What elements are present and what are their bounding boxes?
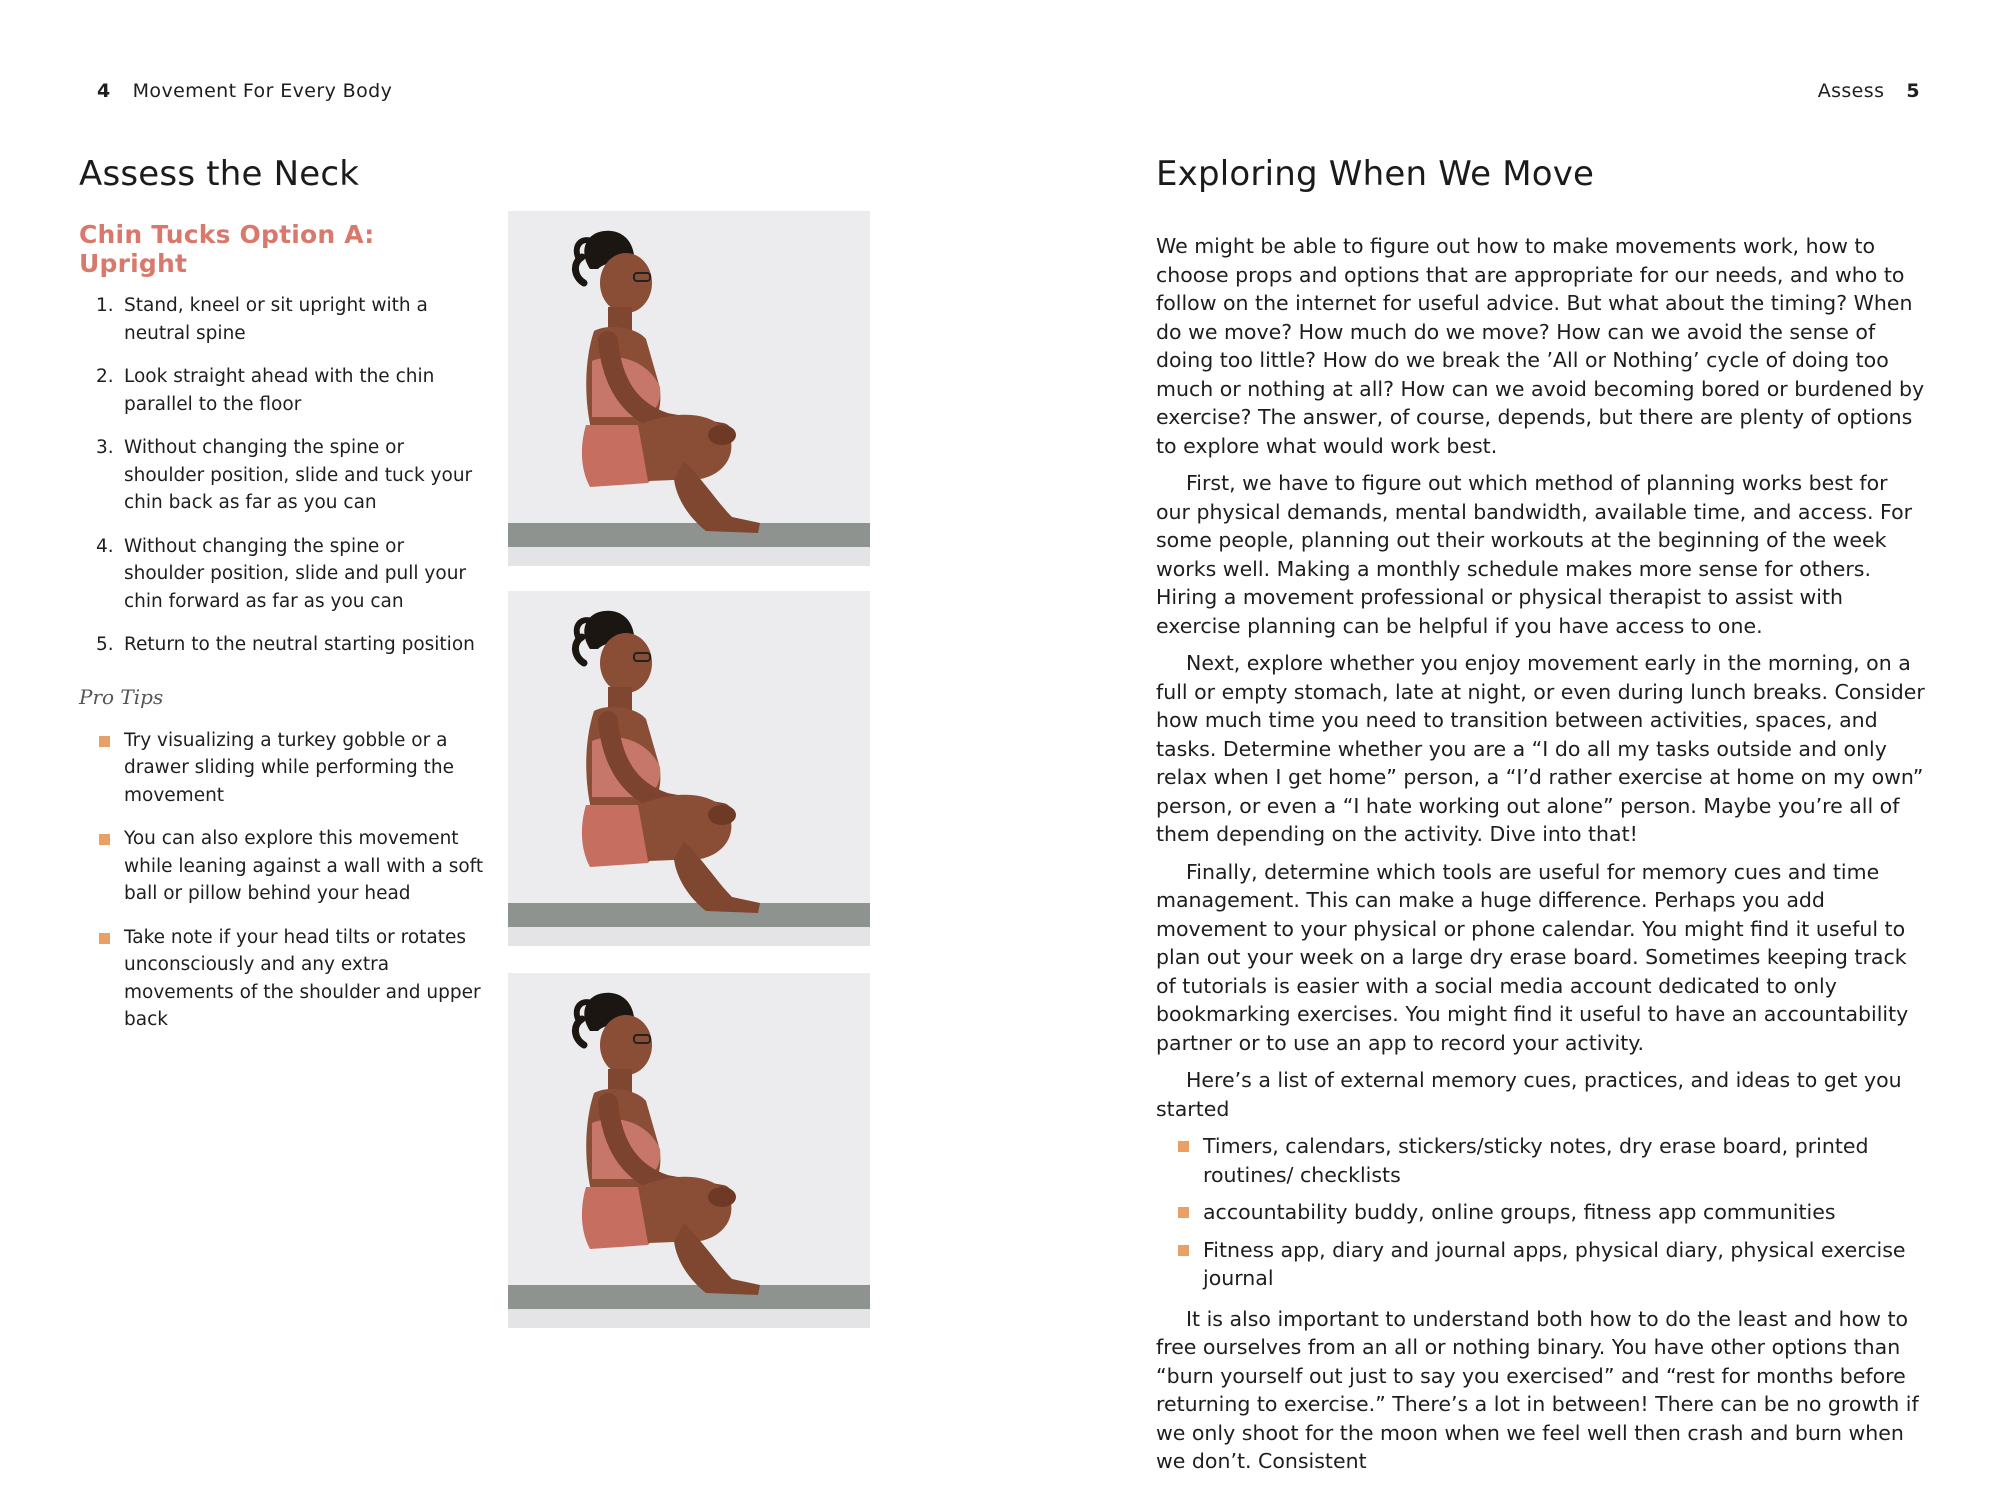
memory-cue-item [1156, 1236, 1926, 1293]
closing-paragraph: It is also important to understand both how to do the least and how to free ourselves from an all or nothing binary. You have other options than “burn yourself out just to say you exercised” and “rest for months before returning to exercise.” There’s a lot in between! There can be no growth if we only shoot for the moon when we feel well then crash and burn when we don’t. Consistent [1156, 1306, 1919, 1473]
square-bullet-icon [1178, 1207, 1189, 1218]
square-bullet-icon [1178, 1141, 1189, 1152]
right-page [1000, 0, 2000, 1473]
step-item [79, 363, 489, 418]
square-bullet-icon [99, 834, 110, 845]
body-paragraph: Finally, determine which tools are useful for memory cues and time management. This can make a huge difference. Perhaps you add movement to your physical or phone calendar. You might find it useful to plan out your week on a large dry erase board. Sometimes keeping track of tutorials is easier with a social media account dedicated to only bookmarking exercises. You might find it useful to have an accountability partner or to use an app to record your activity. [1156, 859, 1909, 1055]
pro-tip-text: Take note if your head tilts or rotates unconsciously and any extra movements of the shoulder and upper back [124, 926, 481, 1030]
exercise-instructions [79, 220, 489, 1050]
running-head-right [1818, 80, 1920, 102]
step-number: 1. [96, 295, 114, 316]
pro-tip-item [79, 924, 489, 1034]
pro-tips-heading: Pro Tips [79, 684, 164, 709]
body-paragraph: Here’s a list of external memory cues, practices, and ideas to get you started [1156, 1068, 1902, 1121]
exercise-photo-1 [508, 211, 870, 566]
step-number: 2. [96, 366, 114, 387]
steps-list [79, 292, 489, 659]
step-number: 5. [96, 634, 114, 655]
left-page [0, 0, 1000, 1428]
section-heading-left: Assess the Neck [79, 154, 360, 194]
body-paragraph: We might be able to figure out how to make movements work, how to choose props and options that are appropriate for our needs, and who to follow on the internet for useful advice. But what about the timing? When do we move? How much do we move? How can we avoid the sense of doing too little? How do we break the ’All or Nothing’ cycle of doing too much or nothing at all? How can we avoid becoming bored or burdened by exercise? The answer, of course, depends, but there are plenty of options to explore what would work best. [1156, 234, 1925, 458]
body-paragraph: First, we have to figure out which method of planning works best for our physical demands, mental bandwidth, available time, and access. For some people, planning out their workouts at the beginning of the week works well. Making a monthly schedule makes more sense for others. Hiring a movement professional or physical therapist to assist with exercise planning can be helpful if you have access to one. [1156, 471, 1913, 638]
square-bullet-icon [99, 736, 110, 747]
pro-tips-list [79, 727, 489, 1034]
exercise-photo-2 [508, 591, 870, 946]
step-text: Stand, kneel or sit upright with a neutral spine [124, 295, 428, 344]
step-item [79, 533, 489, 616]
exercise-photo-3 [508, 973, 870, 1328]
step-item [79, 292, 489, 347]
body-text [1156, 232, 1926, 1485]
square-bullet-icon [1178, 1245, 1189, 1256]
section-heading-right: Exploring When We Move [1156, 154, 1595, 194]
step-text: Return to the neutral starting position [124, 634, 475, 655]
step-text: Look straight ahead with the chin parallel to the floor [124, 366, 435, 415]
body-paragraph: Next, explore whether you enjoy movement early in the morning, on a full or empty stomach, late at night, or even during lunch breaks. Consider how much time you need to transition between activities, spaces, and tasks. Determine whether you are a “I do all my tasks outside and only relax when I get home” person, a “I’d rather exercise at home on my own” person, or even a “I hate working out alone” person. Maybe you’re all of them depending on the activity. Dive into that! [1156, 651, 1925, 846]
memory-cue-text: Fitness app, diary and journal apps, physical diary, physical exercise journal [1203, 1237, 1906, 1290]
square-bullet-icon [99, 933, 110, 944]
step-item [79, 434, 489, 517]
step-number: 4. [96, 535, 114, 557]
memory-cues-list [1156, 1132, 1926, 1293]
page-number-left: 4 [97, 80, 111, 102]
memory-cue-item [1156, 1132, 1926, 1189]
memory-cue-text: accountability buddy, online groups, fitness app communities [1203, 1200, 1836, 1224]
step-number: 3. [96, 437, 114, 458]
step-text: Without changing the spine or shoulder position, slide and pull your chin forward as far as you can [124, 535, 467, 612]
step-item [79, 631, 489, 659]
running-title-right: Assess [1817, 80, 1885, 102]
pro-tip-text: You can also explore this movement while leaning against a wall with a soft ball or pillow behind your head [124, 828, 484, 904]
step-text: Without changing the spine or shoulder position, slide and tuck your chin back as far as you can [124, 437, 473, 513]
memory-cue-item [1156, 1198, 1926, 1227]
running-title-left: Movement For Every Body [132, 80, 393, 102]
pro-tip-item [79, 727, 489, 810]
exercise-subheading: Chin Tucks Option A: Upright [79, 220, 375, 278]
pro-tip-text: Try visualizing a turkey gobble or a drawer sliding while performing the movement [124, 729, 454, 806]
pro-tip-item [79, 825, 489, 908]
page-number-right: 5 [1906, 80, 1920, 102]
running-head-left [97, 80, 392, 102]
memory-cue-text: Timers, calendars, stickers/sticky notes, dry erase board, printed routines/ checklists [1203, 1134, 1869, 1187]
